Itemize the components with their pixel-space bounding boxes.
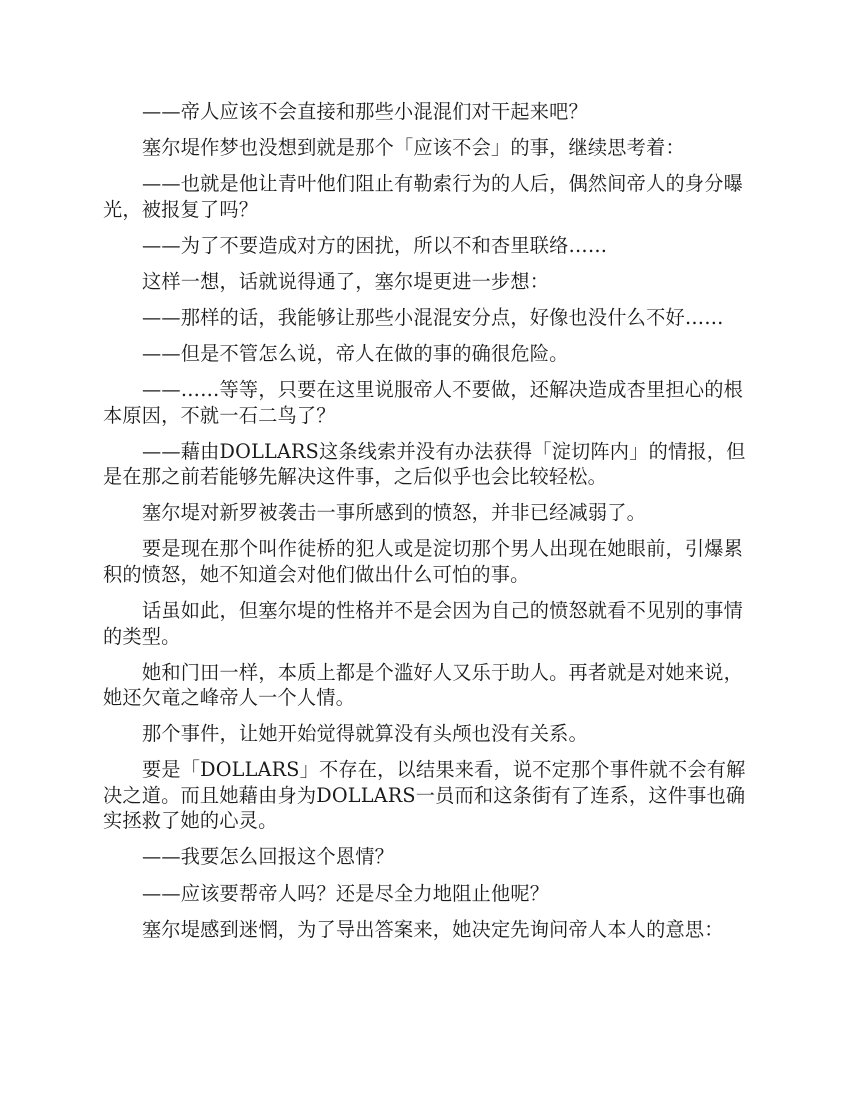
paragraph: ——那样的话，我能够让那些小混混安分点，好像也没什么不好…… (142, 305, 724, 329)
paragraph: 她和门田一样，本质上都是个滥好人又乐于助人。再者就是对她来说，她还欠竜之峰帝人一个人情。 (103, 660, 744, 710)
paragraph: 塞尔堤感到迷惘，为了导出答案来，她决定先询问帝人本人的意思： (142, 917, 724, 941)
paragraph: 塞尔堤作梦也没想到就是那个「应该不会」的事，继续思考着： (142, 136, 685, 160)
body-text (103, 99, 748, 953)
paragraph: ——……等等，只要在这里说服帝人不要做，还解决造成杏里担心的根本原因，不就一石二鸟了？ (103, 378, 744, 427)
paragraph: ——帝人应该不会直接和那些小混混们对干起来吧？ (142, 100, 588, 123)
paragraph: ——应该要帮帝人吗？还是尽全力地阻止他呢？ (142, 881, 550, 905)
paragraph: ——为了不要造成对方的困扰，所以不和杏里联络…… (142, 233, 608, 257)
paragraph: 塞尔堤对新罗被袭击一事所感到的愤怒，并非已经减弱了。 (142, 501, 647, 525)
paragraph: 要是现在那个叫作徒桥的犯人或是淀切那个男人出现在她眼前，引爆累积的愤怒，她不知道会对他们做出什么可怕的事。 (103, 537, 744, 586)
paragraph: 这样一想，话就说得通了，塞尔堤更进一步想： (142, 269, 550, 293)
paragraph: ——也就是他让青叶他们阻止有勒索行为的人后，偶然间帝人的身分曝光，被报复了吗？ (103, 172, 744, 221)
paragraph: ——但是不管怎么说，帝人在做的事的确很危险。 (142, 342, 569, 366)
paragraph: 话虽如此，但塞尔堤的性格并不是会因为自己的愤怒就看不见别的事情的类型。 (103, 599, 744, 648)
paragraph: 那个事件，让她开始觉得就算没有头颅也没有关系。 (142, 722, 588, 746)
paragraph: 要是「DOLLARS」不存在，以结果来看，说不定那个事件就不会有解决之道。而且她藉由身为DOLLARS一员而和这条街有了连系，这件事也确实拯救了她的心灵。 (103, 758, 746, 833)
paragraph: ——藉由DOLLARS这条线索并没有办法获得「淀切阵内」的情报，但是在那之前若能够先解决这件事，之后似乎也会比较轻松。 (103, 439, 746, 489)
paragraph: ——我要怎么回报这个恩情？ (142, 845, 395, 869)
